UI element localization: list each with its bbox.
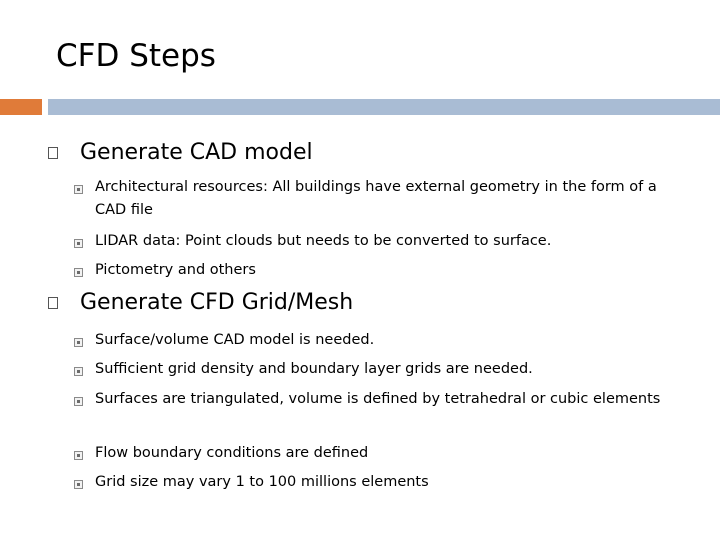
- square-bullet-icon: [74, 268, 83, 277]
- bullet-item: [74, 362, 684, 381]
- bullet-item: [74, 234, 684, 253]
- box-bullet-icon: [48, 297, 58, 309]
- bullet-text: Architectural resources: All buildings have external geometry in the form of a CAD file: [95, 179, 657, 218]
- square-bullet-icon: [74, 451, 83, 460]
- bullet-text: Pictometry and others: [95, 262, 256, 278]
- bullet-item: [74, 263, 684, 282]
- slide-title: CFD Steps: [56, 38, 216, 74]
- square-bullet-icon: [74, 185, 83, 194]
- bullet-text: Flow boundary conditions are defined: [95, 445, 369, 461]
- bullet-item: [74, 446, 684, 465]
- bullet-item: [74, 475, 684, 494]
- bullet-item: [74, 333, 684, 352]
- section-heading: Generate CAD model: [80, 140, 313, 165]
- square-bullet-icon: [74, 397, 83, 406]
- bullet-text: Grid size may vary 1 to 100 millions elements: [95, 474, 429, 490]
- accent-bar-orange: [0, 99, 42, 115]
- bullet-text: Surface/volume CAD model is needed.: [95, 332, 375, 348]
- bullet-item: [74, 180, 684, 222]
- bullet-text: Sufficient grid density and boundary layer grids are needed.: [95, 361, 533, 377]
- square-bullet-icon: [74, 480, 83, 489]
- square-bullet-icon: [74, 338, 83, 347]
- bullet-text: Surfaces are triangulated, volume is defined by tetrahedral or cubic elements: [95, 391, 661, 407]
- section-grid-mesh: [48, 290, 353, 315]
- section-heading: Generate CFD Grid/Mesh: [80, 290, 354, 315]
- section-cad-model: [48, 140, 313, 165]
- bullet-item: [74, 392, 684, 411]
- bullet-text: LIDAR data: Point clouds but needs to be converted to surface.: [95, 233, 552, 249]
- box-bullet-icon: [48, 147, 58, 159]
- square-bullet-icon: [74, 239, 83, 248]
- square-bullet-icon: [74, 367, 83, 376]
- accent-bar-gray: [48, 99, 720, 115]
